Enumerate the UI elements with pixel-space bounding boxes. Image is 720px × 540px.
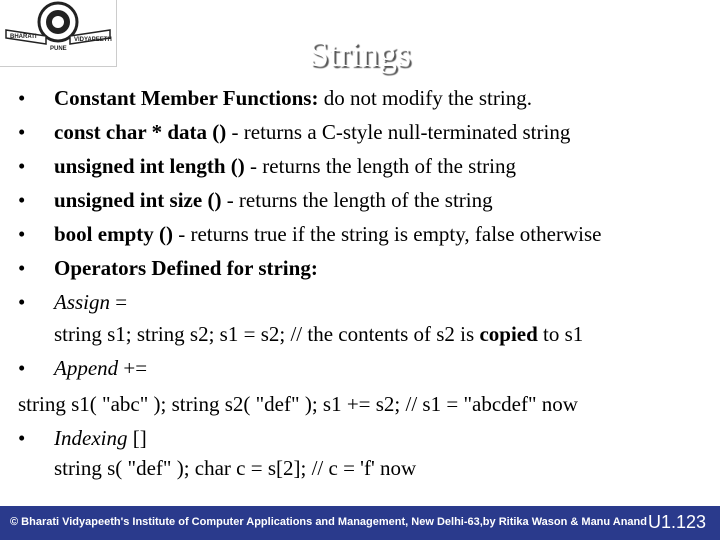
copyright-text: © Bharati Vidyapeeth's Institute of Computer Applications and Management, New Delhi-63,by Ritika Wason & Manu Anand <box>10 516 647 528</box>
bullet-item: • bool empty () - returns true if the string is empty, false otherwise <box>18 222 602 246</box>
slide-footer <box>0 506 720 540</box>
code-example: string s1; string s2; s1 = s2; // the contents of s2 is copied to s1 <box>54 322 584 346</box>
bullet-item: • Constant Member Functions: do not modify the string. <box>18 86 532 110</box>
bullet-item: • unsigned int length () - returns the length of the string <box>18 154 516 178</box>
bullet-item: • const char * data () - returns a C-style null-terminated string <box>18 120 571 144</box>
bullet-item: • Append += <box>18 356 148 380</box>
code-example: string s( "def" ); char c = s[2]; // c = 'f' now <box>54 456 417 480</box>
logo-left-text: BHARATI <box>10 34 37 40</box>
bullet-item: • Indexing [] <box>18 426 147 450</box>
bullet-item: • Assign = <box>18 290 128 314</box>
logo-bottom-text: PUNE <box>50 46 67 52</box>
page-number: U1.123 <box>647 512 706 532</box>
slide-title: Strings <box>308 34 412 74</box>
bullet-item: • unsigned int size () - returns the length of the string <box>18 188 493 212</box>
code-example: string s1( "abc" ); string s2( "def" ); s1 += s2; // s1 = "abcdef" now <box>18 392 578 416</box>
logo-right-text: VIDYAPEETH <box>74 37 112 43</box>
bullet-item: • Operators Defined for string: <box>18 256 318 280</box>
